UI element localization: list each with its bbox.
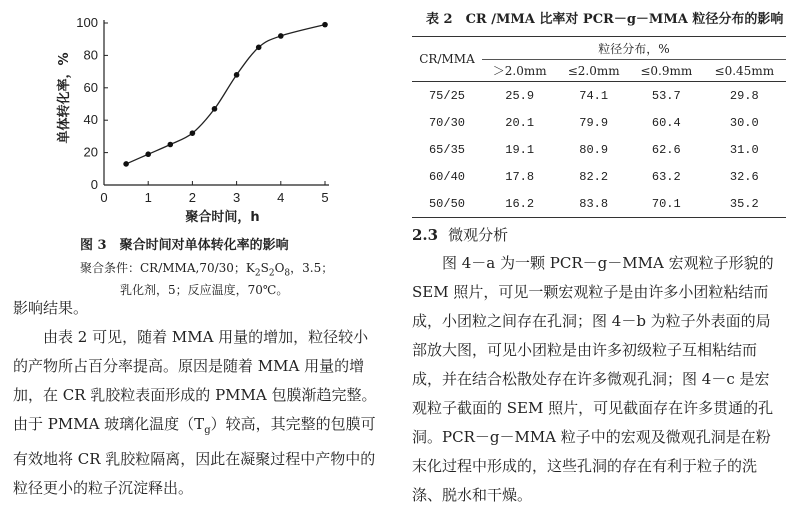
table-cell: 75/25 xyxy=(412,82,482,110)
table-cell: 63.2 xyxy=(651,169,681,184)
y-tick-label: 100 xyxy=(76,15,98,30)
x-tick-label: 1 xyxy=(144,190,152,205)
data-point xyxy=(278,33,284,39)
data-point xyxy=(190,130,196,136)
table-row xyxy=(412,82,786,110)
table-cell: 31.0 xyxy=(729,142,759,157)
data-point xyxy=(123,161,129,167)
section-title: 微观分析 xyxy=(448,226,509,244)
table-row xyxy=(412,163,786,190)
section-heading xyxy=(412,224,508,245)
table-row xyxy=(412,136,786,163)
table-cell: 80.9 xyxy=(579,142,609,157)
x-tick-label: 5 xyxy=(321,190,329,205)
column-header: ≤2.0mm xyxy=(557,60,630,82)
x-tick-label: 4 xyxy=(277,190,285,205)
table-cell: 29.8 xyxy=(703,82,786,110)
table-cell: 30.0 xyxy=(729,115,759,130)
table-cell: 53.7 xyxy=(630,82,703,110)
group-header: 粒径分布，% xyxy=(482,37,786,60)
left-paragraph-main: 由表 2 可见，随着 MMA 用量的增加，粒径较小的产物所占百分率提高。原因是随着 MMA 用量的增加，在 CR 乳胶粒表面形成的 PMMA 包膜渐趋完整。由于 PMMA 玻璃化温度$(T_g)$较高，其完整的包膜可有效地将 CR 乳胶粒隔离，因此在凝聚过程中产物中的粒径更小的粒子沉淀释出。 xyxy=(13,328,377,497)
table-cell: 32.6 xyxy=(729,169,759,184)
column-header: ＞2.0mm xyxy=(482,60,557,82)
figure-caption: 图 3 聚合时间对单体转化率的影响 xyxy=(80,238,289,253)
table-cell: 35.2 xyxy=(703,190,786,218)
left-paragraph-tail: 影响结果。 xyxy=(13,299,89,317)
data-point xyxy=(212,106,218,112)
chart-axes xyxy=(104,20,329,185)
x-tick-label: 3 xyxy=(232,190,241,205)
table-cell: 19.1 xyxy=(505,142,535,157)
table-cell: 74.1 xyxy=(557,82,630,110)
data-point xyxy=(322,22,328,28)
column-header: ≤0.9mm xyxy=(630,60,703,82)
table-cell: 50/50 xyxy=(412,190,482,218)
y-ticks xyxy=(76,15,108,192)
data-point xyxy=(168,142,174,148)
conversion-chart xyxy=(0,0,400,232)
x-tick-label: 2 xyxy=(188,190,197,205)
conversion-curve xyxy=(126,25,325,164)
data-point xyxy=(145,151,151,157)
y-tick-label: 0 xyxy=(90,177,98,192)
data-points xyxy=(123,22,328,167)
table-cell: 79.9 xyxy=(579,115,609,130)
section-number: 2.3 xyxy=(412,226,439,244)
table-cell: 82.2 xyxy=(579,169,609,184)
y-axis-label: 单体转化率，% xyxy=(57,52,72,144)
table-cell: 25.9 xyxy=(482,82,557,110)
figure-note-line2: 乳化剂，5；反应温度，70℃。 xyxy=(120,283,289,297)
figure-note-line1: 聚合条件：CR/MMA,70/30；$K_2S_2O_8$，3.5； xyxy=(80,261,334,279)
table-cell: 83.8 xyxy=(557,190,630,218)
x-tick-label: 0 xyxy=(100,190,108,205)
table-cell: 60/40 xyxy=(428,169,465,184)
table-title: 表 2 CR /MMA 比率对 PCR－g－MMA 粒径分布的影响 xyxy=(426,12,784,27)
section-body: 图 4－a 为一颗 PCR－g－MMA 宏观粒子形貌的 SEM 照片，可见一颗宏观粒子是由许多小团粒粘结而成，小团粒之间存在孔洞；图 4－b 为粒子外表面的局部放大图，可见小团粒是由许多初级粒子互相粘结而成，并在结合松散处存在许多微观孔洞；图 4－c 是宏观粒子截面的 SEM 照片，可见截面存在许多贯通的孔洞。PCR－g－MMA 粒子中的宏观及微观孔洞是在粉末化过程中形成的，这些孔洞的存在有利于粒子的洗涤、脱水和干燥。 xyxy=(412,254,774,504)
column-header: ≤0.45mm xyxy=(703,60,786,82)
table-cell: 17.8 xyxy=(505,169,535,184)
table-cell: 70/30 xyxy=(428,115,465,130)
table-cell: 65/35 xyxy=(428,142,465,157)
row-header: CR/MMA xyxy=(412,37,482,82)
table-cell: 20.1 xyxy=(505,115,535,130)
y-tick-label: 60 xyxy=(83,79,98,95)
x-axis-label: 聚合时间，h xyxy=(185,210,260,225)
table-row xyxy=(412,190,786,218)
table-cell: 70.1 xyxy=(630,190,703,218)
y-tick-label: 40 xyxy=(83,112,98,128)
table-cell: 60.4 xyxy=(651,115,681,130)
data-point xyxy=(256,45,262,51)
particle-size-table xyxy=(412,36,786,218)
table-cell: 16.2 xyxy=(482,190,557,218)
y-tick-label: 20 xyxy=(83,144,98,160)
data-point xyxy=(234,72,240,78)
y-tick-label: 80 xyxy=(83,47,98,63)
table-row xyxy=(412,109,786,136)
table-cell: 62.6 xyxy=(651,142,681,157)
